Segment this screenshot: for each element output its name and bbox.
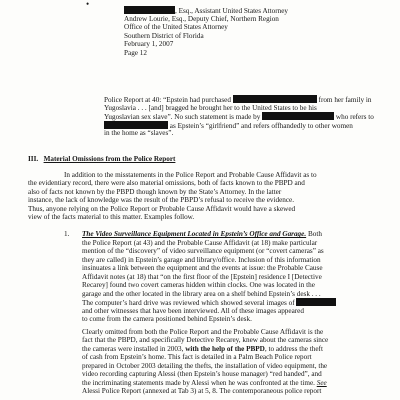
bullet-line-2: Yugoslavia . . . [and] bragged he brought her to the United States to be his — [104, 103, 317, 112]
redaction-block — [233, 95, 317, 103]
header-line-4: Southern District of Florida — [124, 31, 204, 40]
item-1-line-10: to come from the camera positioned behind Epstein’s desk. — [82, 315, 252, 324]
item-1-line-8: The computer’s hard drive was reviewed which showed several images of — [82, 298, 336, 308]
section-heading: III. Material Omissions from the Police Report — [28, 155, 176, 164]
bullet-line-5: in the home as “slaves”. — [104, 129, 174, 138]
intro-line-1: In addition to the misstatements in the Police Report and Probable Cause Affidavit as to — [64, 170, 317, 179]
bullet-marker: • — [86, 0, 90, 9]
redaction-block — [104, 121, 168, 129]
para-2-line-6: video recording capturing Alessi (then Epstein’s house manager) “red handed”, and — [82, 370, 322, 379]
bullet-line-1: Police Report at 40: “Epstein had purchased from her family in — [104, 96, 372, 105]
item-1-line-9: and other witnesses that have been interviewed. All of these images appeared — [82, 306, 304, 315]
intro-line-4: instance, the lack of knowledge was the result of the PBPD’s refusal to receive the evidence. — [28, 196, 295, 205]
redaction-block — [296, 298, 336, 306]
redaction-block — [262, 112, 334, 120]
item-1-line-3: they are called) in Epstein’s garage and library/office. Inclusion of this information — [82, 255, 321, 264]
intro-line-6: view of the facts material to this matter. Examples follow. — [28, 213, 195, 222]
item-1-number: 1. — [64, 230, 70, 239]
para-2-line-4: of cash from Epstein’s home. This fact is detailed in a Palm Beach Police report — [82, 353, 312, 362]
intro-line-2: the evidentiary record, there were also material omissions, both of facts known to the PBPD and — [28, 179, 305, 188]
para-2-line-3: the cameras were installed in 2003, with the help of the PBPD, to address the theft — [82, 344, 323, 353]
para-2-line-1: Clearly omitted from both the Police Report and the Probable Cause Affidavit is the — [82, 327, 324, 336]
intro-line-5: Thus, anyone relying on the Police Report or Probable Cause Affidavit would have a skewed — [28, 204, 296, 213]
header-line-3: Office of the United States Attorney — [124, 23, 228, 32]
item-1-line-4: insinuates a link between the equipment and the events at issue: the Probable Cause — [82, 264, 323, 273]
intro-line-3: also of facts not known by the PBPD though known by the State’s Attorney. In the latter — [28, 187, 282, 196]
item-1-line-6: Recarey] found two covert cameras hidden within clocks. One was located in the — [82, 281, 315, 290]
item-1-title: The Video Surveillance Equipment Located in Epstein’s Office and Garage. Both — [82, 230, 322, 239]
header-line-1: , Esq., Assistant United States Attorney — [124, 6, 288, 16]
item-1-line-5: Affidavit notes (at 18) that “on the first floor of the [Epstein] residence I [Detective — [82, 272, 322, 281]
item-1-line-2: mention of the “discovery” of video surveillance equipment (or “covert cameras” as — [82, 247, 324, 256]
bullet-line-4: as Epstein’s “girlfriend” and refers offhandedly to other women — [104, 121, 353, 131]
para-2-line-7: the incriminating statements made by Alessi when he was confronted at the time. See — [82, 378, 327, 387]
item-1-line-1: the Police Report (at 43) and the Probable Cause Affidavit (at 18) make particular — [82, 238, 318, 247]
bullet-line-3: Yugoslavian sex slave”. No such statement is made by who refers to — [104, 113, 374, 122]
header-page-number: Page 12 — [124, 48, 147, 57]
item-1-line-7: garage and the other located in the library area on a shelf behind Epstein’s desk . . . — [82, 289, 321, 298]
para-2-line-8: Alessi Police Report (annexed at Tab 3) at 5, 8. The contemporaneous police report — [82, 387, 322, 396]
header-line-2: Andrew Lourie, Esq., Deputy Chief, Northern Region — [124, 14, 279, 23]
para-2-line-5: prepared in October 2003 detailing the thefts, the installation of video equipment, the — [82, 361, 328, 370]
para-2-line-2: fact that the PBPD, and specifically Detective Recarey, knew about the cameras since — [82, 336, 329, 345]
header-date: February 1, 2007 — [124, 40, 174, 49]
redaction-block — [124, 6, 175, 14]
